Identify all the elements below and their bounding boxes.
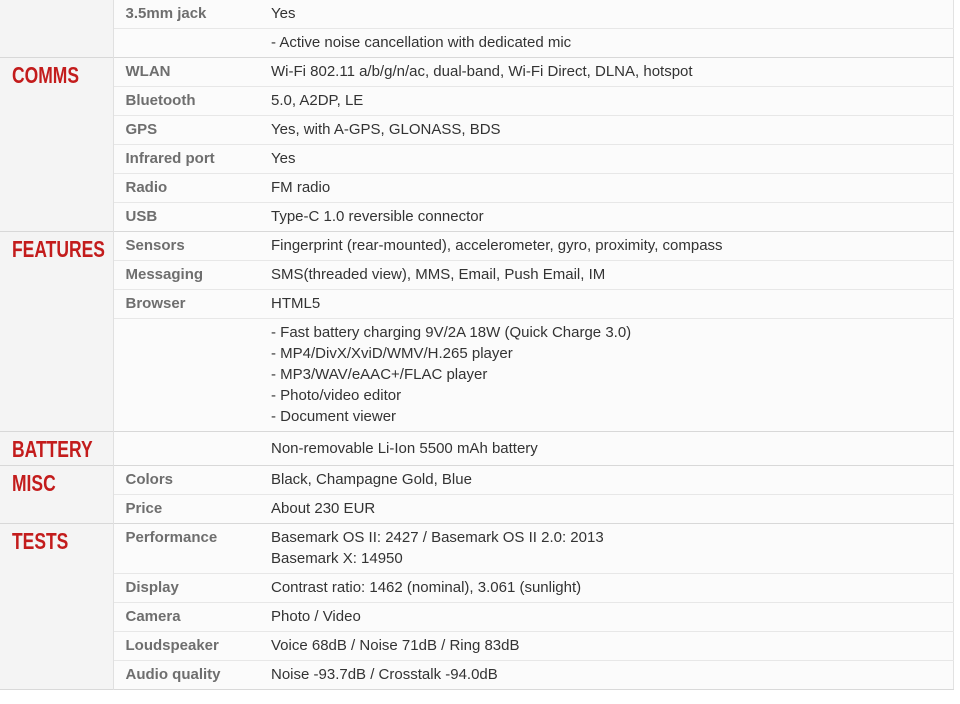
table-row — [0, 116, 954, 145]
spec-title[interactable]: Infrared port — [113, 145, 260, 174]
category-label: COMMS — [12, 62, 80, 88]
spec-value: HTML5 — [260, 290, 954, 319]
spec-title — [113, 29, 260, 58]
table-row — [0, 203, 954, 232]
spec-value: Voice 68dB / Noise 71dB / Ring 83dB — [260, 632, 954, 661]
spec-title[interactable]: Bluetooth — [113, 87, 260, 116]
spec-value: Yes — [271, 5, 296, 22]
spec-title[interactable]: USB — [113, 203, 260, 232]
category-label: BATTERY — [12, 436, 93, 462]
spec-value: Type-C 1.0 reversible connector — [260, 203, 954, 232]
spec-title[interactable]: Performance — [113, 524, 260, 574]
value-line: Basemark X: 14950 — [271, 550, 403, 567]
table-row — [0, 603, 954, 632]
spec-title — [113, 432, 260, 466]
table-row — [0, 0, 954, 29]
table-row — [0, 466, 954, 495]
table-row — [0, 319, 954, 432]
value-line: - MP3/WAV/eAAC+/FLAC player — [271, 366, 488, 383]
spec-title[interactable]: Loudspeaker — [113, 632, 260, 661]
category-label: MISC — [12, 470, 56, 496]
value-line: - Fast battery charging 9V/2A 18W (Quick Charge 3.0) — [271, 324, 632, 341]
spec-title[interactable]: Radio — [113, 174, 260, 203]
spec-value: Yes — [260, 145, 954, 174]
table-row — [0, 290, 954, 319]
spec-title[interactable]: Display — [113, 574, 260, 603]
spec-value — [260, 524, 954, 574]
spec-title[interactable]: Browser — [113, 290, 260, 319]
spec-title[interactable]: Audio quality — [113, 661, 260, 690]
table-row — [0, 29, 954, 58]
spec-value: Fingerprint (rear-mounted), accelerometer, gyro, proximity, compass — [260, 232, 954, 261]
table-row — [0, 261, 954, 290]
category-cell — [0, 524, 113, 690]
spec-value: Yes, with A-GPS, GLONASS, BDS — [260, 116, 954, 145]
spec-value: Contrast ratio: 1462 (nominal), 3.061 (sunlight) — [260, 574, 954, 603]
table-row — [0, 661, 954, 690]
spec-value: Wi-Fi 802.11 a/b/g/n/ac, dual-band, Wi-Fi Direct, DLNA, hotspot — [260, 58, 954, 87]
spec-value — [260, 319, 954, 432]
spec-title[interactable]: Camera — [113, 603, 260, 632]
spec-value: SMS(threaded view), MMS, Email, Push Email, IM — [260, 261, 954, 290]
table-row — [0, 87, 954, 116]
spec-title[interactable]: Sensors — [113, 232, 260, 261]
spec-title[interactable]: Price — [113, 495, 260, 524]
value-line: - Document viewer — [271, 408, 397, 425]
table-row — [0, 232, 954, 261]
spec-value: - Active noise cancellation with dedicated mic — [260, 29, 954, 58]
spec-title — [113, 319, 260, 432]
spec-value: About 230 EUR — [260, 495, 954, 524]
spec-title[interactable]: 3.5mm jack — [125, 5, 207, 22]
table-row — [0, 524, 954, 574]
category-cell — [0, 0, 113, 58]
value-line: - MP4/DivX/XviD/WMV/H.265 player — [271, 345, 513, 362]
spec-value: Non-removable Li-Ion 5500 mAh battery — [260, 432, 954, 466]
spec-value: 5.0, A2DP, LE — [260, 87, 954, 116]
spec-value: Noise -93.7dB / Crosstalk -94.0dB — [260, 661, 954, 690]
table-row — [0, 432, 954, 466]
table-row — [0, 145, 954, 174]
spec-title[interactable]: Colors — [113, 466, 260, 495]
spec-title[interactable]: Messaging — [113, 261, 260, 290]
spec-title[interactable]: WLAN — [113, 58, 260, 87]
spec-title[interactable]: GPS — [113, 116, 260, 145]
table-row — [0, 632, 954, 661]
category-cell — [0, 232, 113, 432]
table-row — [0, 174, 954, 203]
category-cell — [0, 466, 113, 524]
category-cell — [0, 432, 113, 466]
spec-value: FM radio — [260, 174, 954, 203]
table-row — [0, 58, 954, 87]
category-label: FEATURES — [12, 236, 105, 262]
spec-value: Black, Champagne Gold, Blue — [260, 466, 954, 495]
spec-value: Photo / Video — [260, 603, 954, 632]
value-line: Basemark OS II: 2427 / Basemark OS II 2.0: 2013 — [271, 529, 604, 546]
table-row — [0, 495, 954, 524]
value-line: - Photo/video editor — [271, 387, 402, 404]
category-label: TESTS — [12, 528, 69, 554]
table-row — [0, 574, 954, 603]
category-cell — [0, 58, 113, 232]
